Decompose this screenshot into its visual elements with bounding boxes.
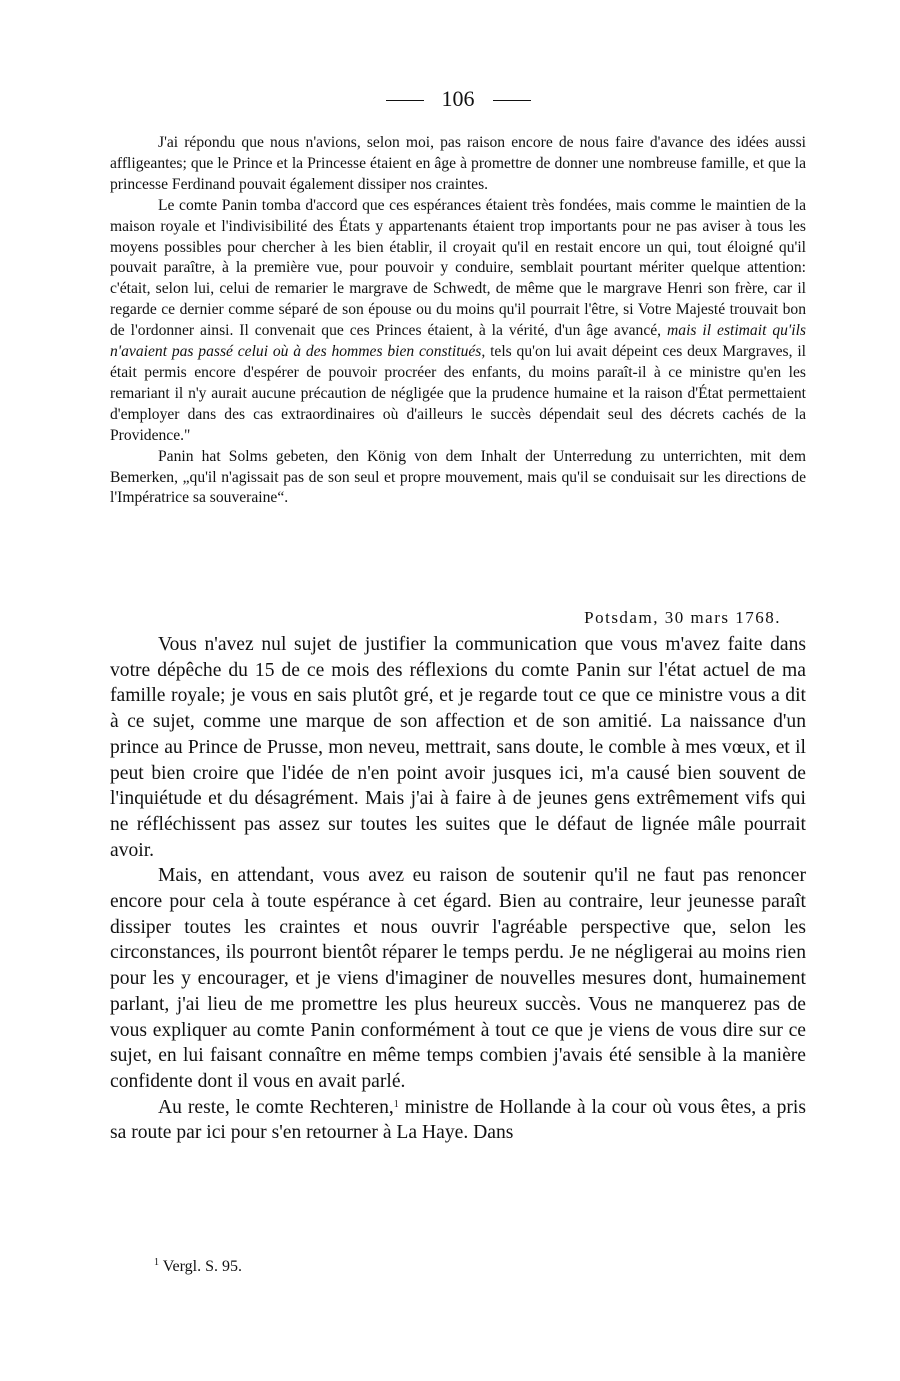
dateline: Potsdam, 30 mars 1768. — [584, 608, 781, 627]
letter-paragraph-2: Mais, en attendant, vous avez eu raison de soutenir qu'il ne faut pas renoncer encore pour cela à toute espérance à cet égard. Bien au contraire, leur jeunesse paraît dissiper toutes les craintes et nous ouvrir l'agréable perspective que, selon les circonstances, ils pourront bientôt réparer le temps perdu. Je ne négligerai au moins rien pour les y encourager, et je viens d'imaginer de nouvelles mesures dont, humainement parlant, j'ai lieu de me promettre les plus heureux succès. Vous ne manquerez pas de vous expliquer au comte Panin conformément à tout ce que je viens de vous dire sur ce sujet, en lui faisant connaître en même temps combien j'avais été sensible à la manière confidente dont il vous en avait parlé. — [110, 865, 806, 1092]
letter-paragraph-1: Vous n'avez nul sujet de justifier la communication que vous m'avez faite dans votre dépêche du 15 de ce mois des réflexions du comte Panin sur l'état actuel de ma famille royale; je vous en sais plutôt gré, et je regarde tout ce que ce ministre vous a dit à ce sujet, comme une marque de son affection et de son amitié. La naissance d'un prince au Prince de Prusse, mon neveu, mettrait, sans doute, le comble à mes vœux, et il peut bien croire que l'idée de n'en point avoir jusques ici, m'a causé bien souvent de l'inquiétude et du désagrément. Mais j'ai à faire à de jeunes gens extrêmement vifs qui ne réfléchissent pas assez sur toutes les suites que le défaut de lignée mâle pourrait avoir. — [110, 634, 806, 861]
header-dash-right — [493, 100, 531, 101]
quoted-paragraph-3: Panin hat Solms gebeten, den König von dem Inhalt der Unterredung zu unterrichten, mit dem Bemerken, „qu'il n'agissait pas de son seul et propre mouvement, mais qu'il se conduisait sur les directions de l'Impératrice sa souveraine“. — [110, 447, 806, 507]
quoted-paragraph-1: J'ai répondu que nous n'avions, selon moi, pas raison encore de nous faire d'avance des idées aussi affligeantes; que le Prince et la Princesse étaient en âge à promettre de donner une nombreuse famille, et que la princesse Ferdinand pouvait également dissiper nos craintes. — [110, 134, 806, 193]
quoted-paragraph-2-part-1: Le comte Panin tomba d'accord que ces espérances étaient très fondées, mais comme le maintien de la maison royale et l'indivisibilité des États y appartenants étaient trop importants pour ne pas aviser à tous les moyens possibles pour chercher à les bien établir, il croyait qu'il en restait encore un qui, tout éloigné qu'il pouvait paraître, à la première vue, pour pouvoir y conduire, semblait pourtant mériter quelque attention: c'était, selon lui, celui de remarier le margrave de Schwedt, de même que le margrave Henri son frère, car il regarde ce dernier comme séparé de son épouse ou du moins qu'il pourrait l'être, si Votre Majesté trouvait bon de l'ordonner ainsi. Il convenait que ces Princes étaient, à la vérité, d'un âge avancé, — [110, 196, 806, 340]
quoted-paragraph-2 — [110, 196, 806, 447]
letter-body — [110, 632, 806, 1146]
footnote-marker: 1 — [154, 1257, 159, 1268]
page-number: 106 — [441, 86, 475, 111]
quoted-paragraph-2-emphasis: mais il estimait qu'ils n'avaient pas passé celui où à des hommes bien constitués, — [110, 322, 806, 361]
footnote-reference: 1 — [393, 1098, 399, 1110]
quoted-report — [110, 133, 806, 509]
letter-paragraph-3 — [110, 1095, 806, 1146]
header-dash-left — [386, 100, 424, 101]
footnote-text: Vergl. S. 95. — [162, 1258, 242, 1275]
page-header — [110, 84, 806, 114]
footnote — [154, 1256, 242, 1278]
letter-paragraph-3-start: Au reste, le comte Rechteren, — [158, 1096, 394, 1118]
quoted-paragraph-2-part-3: tels qu'on lui avait dépeint ces deux Margraves, il était permis encore d'espérer de pouvoir procréer des enfants, du moins paraît-il à ce ministre qu'en les remariant il n'y aurait aucune précaution de négligée que la prudence humaine et la raison d'État permettaient d'employer dans des cas extraordinaires où d'ailleurs le succès dépendait seul des décrets cachés de la Providence." — [110, 343, 806, 444]
letter-paragraph-3-end: ministre de Hollande à la cour où vous êtes, a pris sa route par ici pour s'en retourner à La Haye. Dans — [110, 1096, 806, 1144]
